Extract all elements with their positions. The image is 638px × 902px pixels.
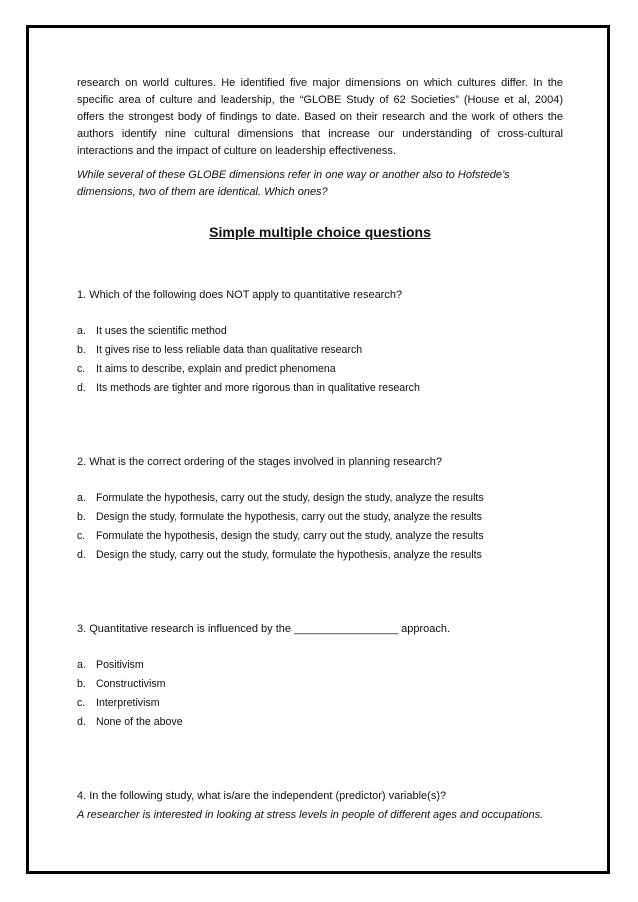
option-text: Formulate the hypothesis, carry out the study, design the study, analyze the results	[96, 492, 484, 504]
option-letter: d.	[77, 382, 86, 394]
question-3-options	[77, 656, 563, 732]
option	[77, 508, 563, 527]
option	[77, 322, 563, 341]
option-text: Interpretivism	[96, 697, 160, 709]
option-letter: d.	[77, 716, 86, 728]
option-text: Constructivism	[96, 678, 166, 690]
question-3: 3. Quantitative research is influenced by the _________________ approach.	[77, 623, 451, 635]
option-text: It gives rise to less reliable data than qualitative research	[96, 344, 363, 356]
option-letter: d.	[77, 549, 86, 561]
option-text: Formulate the hypothesis, design the study, carry out the study, analyze the results	[96, 530, 484, 542]
section-heading: Simple multiple choice questions	[209, 224, 431, 240]
option	[77, 527, 563, 546]
question-1-options	[77, 322, 563, 398]
option-letter: a.	[77, 325, 86, 337]
option-letter: c.	[77, 530, 86, 542]
option	[77, 546, 563, 565]
option	[77, 656, 563, 675]
option-letter: b.	[77, 678, 86, 690]
question-4: 4. In the following study, what is/are the independent (predictor) variable(s)?	[77, 790, 447, 802]
globe-dimensions-question: While several of these GLOBE dimensions refer in one way or another also to Hofstede’s dimensions, two of them are identical. Which ones?	[77, 169, 510, 198]
option-text: Design the study, carry out the study, formulate the hypothesis, analyze the results	[96, 549, 482, 561]
option-letter: b.	[77, 344, 86, 356]
option-text: Design the study, formulate the hypothesis, carry out the study, analyze the results	[96, 511, 482, 523]
option	[77, 489, 563, 508]
intro-paragraph: research on world cultures. He identified five major dimensions on which cultures differ. In the specific area of culture and leadership, the “GLOBE Study of 62 Societies” (House et al, 2004) offers the strongest body of findings to date. Based on their research and the work of others the authors identify nine cultural dimensions that increase our understanding of cross-cultural interactions and the impact of culture on leadership effectiveness.	[77, 77, 563, 157]
question-2: 2. What is the correct ordering of the stages involved in planning research?	[77, 456, 443, 468]
option-letter: a.	[77, 659, 86, 671]
option	[77, 379, 563, 398]
option	[77, 713, 563, 732]
option-letter: a.	[77, 492, 86, 504]
option-text: Positivism	[96, 659, 144, 671]
option	[77, 341, 563, 360]
option-letter: c.	[77, 363, 86, 375]
option-text: It aims to describe, explain and predict phenomena	[96, 363, 336, 375]
question-2-options	[77, 489, 563, 565]
document-content	[77, 75, 563, 824]
option-letter: c.	[77, 697, 86, 709]
option	[77, 694, 563, 713]
option	[77, 360, 563, 379]
option-text: Its methods are tighter and more rigorous than in qualitative research	[96, 382, 420, 394]
option	[77, 675, 563, 694]
study-description: A researcher is interested in looking at stress levels in people of different ages and occupations.	[77, 809, 544, 821]
question-1: 1. Which of the following does NOT apply to quantitative research?	[77, 289, 403, 301]
option-text: None of the above	[96, 716, 183, 728]
option-text: It uses the scientific method	[96, 325, 227, 337]
option-letter: b.	[77, 511, 86, 523]
